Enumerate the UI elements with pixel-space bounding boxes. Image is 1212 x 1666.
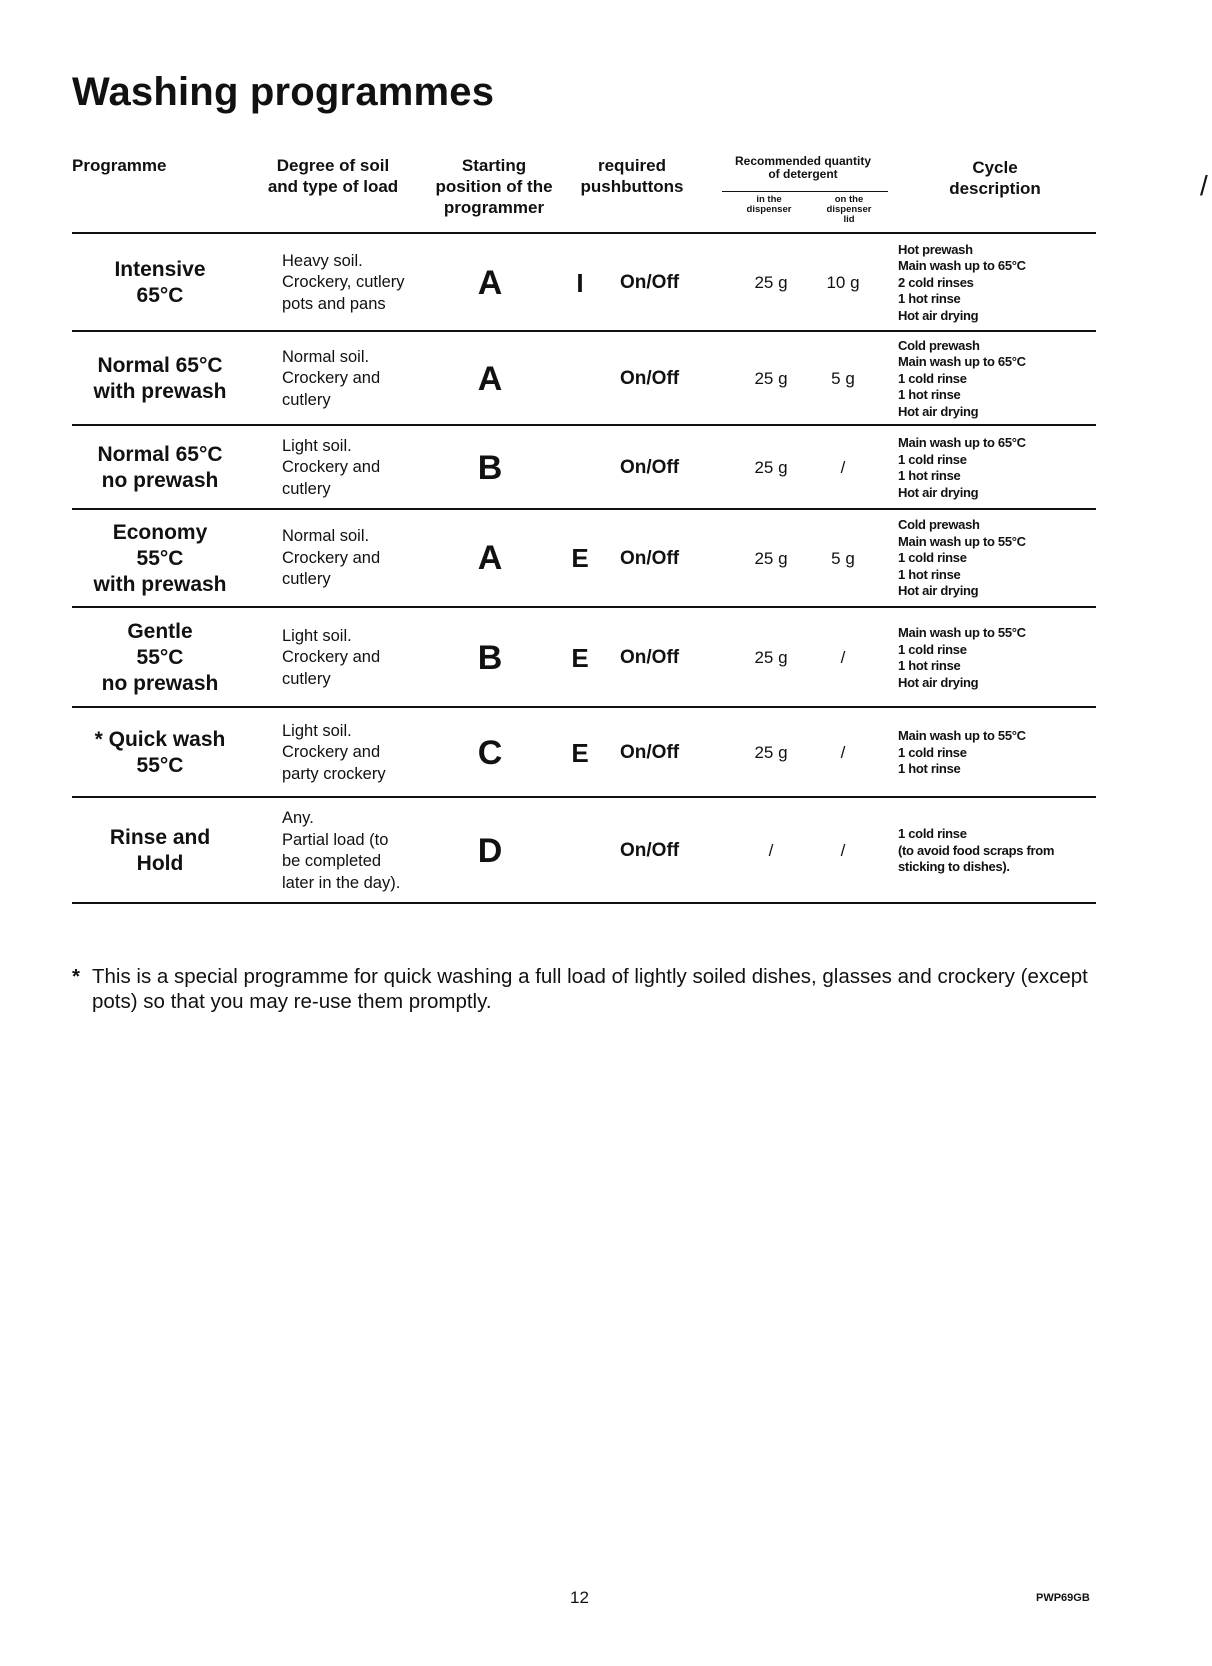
soil-description-line: Crockery and (282, 648, 381, 667)
header-programme (72, 155, 166, 176)
header-on-lid (816, 195, 882, 225)
cycle-description-line: 1 cold rinse (898, 370, 967, 386)
programme-name-line: Intensive (114, 258, 206, 281)
programme-name-line: Normal 65°C (97, 354, 223, 377)
programme-name-line: Hold (136, 852, 184, 875)
pushbutton (560, 334, 600, 424)
pushbutton: E (571, 737, 589, 768)
pushbutton (560, 428, 600, 508)
footnote-star: * (72, 965, 80, 988)
soil-description-line: party crockery (282, 764, 386, 783)
soil-description (282, 334, 432, 424)
header-starting-line2: position of the (435, 177, 553, 196)
header-required (572, 155, 692, 197)
footnote (72, 964, 1112, 1014)
onoff-button-label: On/Off (620, 547, 680, 569)
cycle-description-line: Main wash up to 55°C (898, 728, 1026, 744)
cycle-description-line: Hot prewash (898, 241, 973, 257)
programme-name-line: no prewash (101, 469, 219, 492)
header-required-line2: pushbuttons (580, 177, 684, 196)
header-cycle-line1: Cycle (972, 158, 1018, 177)
header-on-lid-line3: lid (843, 214, 855, 225)
programme-name (72, 710, 248, 796)
row-divider (72, 508, 1096, 510)
header-degree (258, 155, 408, 197)
soil-description-line: Crockery and (282, 548, 381, 567)
header-starting-line1: Starting (461, 156, 527, 175)
onoff-button-label: On/Off (620, 840, 680, 861)
cycle-description-line: 1 hot rinse (898, 658, 961, 673)
cycle-description (898, 710, 1098, 796)
soil-description (282, 710, 432, 796)
row-divider (72, 606, 1096, 608)
programmer-position: A (477, 263, 503, 302)
detergent-lid: / (840, 648, 846, 667)
programme-name (72, 610, 248, 706)
onoff-button-label: On/Off (620, 368, 680, 389)
cycle-description-line: Cold prewash (898, 337, 980, 353)
programme-name-line: with prewash (93, 380, 227, 403)
page-title: Washing programmes (72, 70, 495, 114)
pushbutton: I (576, 267, 584, 298)
cycle-description (898, 511, 1098, 606)
programme-name-line: 55°C (136, 546, 184, 570)
programmer-position: B (477, 448, 503, 487)
programme-name-line: 55°C (136, 754, 184, 777)
cycle-description-line: Hot air drying (898, 403, 979, 419)
detergent-lid: / (840, 458, 846, 477)
row-divider (72, 424, 1096, 426)
cycle-description-line: 1 cold rinse (898, 451, 967, 467)
header-on-lid-line2: dispenser (826, 204, 872, 215)
programme-name-line: no prewash (101, 672, 219, 695)
header-recommended-divider (722, 191, 888, 192)
cycle-description (898, 800, 1098, 902)
detergent-dispenser: 25 g (754, 369, 788, 388)
table-row (0, 710, 1212, 796)
soil-description-line: Crockery and (282, 743, 381, 762)
header-cycle (920, 157, 1070, 199)
cycle-description (898, 334, 1098, 424)
cycle-description-line: Hot air drying (898, 674, 979, 690)
header-required-line1: required (597, 156, 667, 175)
programme-name-line: 65°C (136, 284, 184, 307)
soil-description-line: Heavy soil. (282, 251, 363, 270)
programme-name-line: Gentle (127, 620, 193, 643)
table-row (0, 610, 1212, 706)
header-recommended-line2: of detergent (768, 167, 838, 181)
pushbutton (560, 800, 600, 902)
programmer-position: C (477, 733, 503, 772)
header-rule (72, 232, 1096, 234)
cycle-description-line: 1 cold rinse (898, 550, 967, 566)
soil-description-line: cutlery (282, 669, 331, 688)
cycle-description-line: Main wash up to 65°C (898, 354, 1026, 370)
programme-name (72, 511, 248, 606)
pushbutton: E (571, 642, 589, 673)
soil-description-line: pots and pans (282, 294, 386, 313)
cycle-description-line: 1 cold rinse (898, 826, 967, 842)
soil-description (282, 511, 432, 606)
header-programme-text: Programme (72, 156, 167, 175)
table-row (0, 511, 1212, 606)
table-row (0, 334, 1212, 424)
cycle-description-line: 1 hot rinse (898, 387, 961, 403)
soil-description-line: Crockery and (282, 458, 381, 477)
cycle-description-line: Main wash up to 55°C (898, 625, 1026, 640)
margin-mark: / (1200, 170, 1208, 201)
soil-description-line: Partial load (to (282, 830, 389, 849)
page-number: 12 (570, 1588, 589, 1607)
cycle-description-line: 1 hot rinse (898, 468, 961, 483)
soil-description-line: Crockery and (282, 369, 381, 388)
detergent-lid: / (840, 841, 846, 860)
soil-description-line: Any. (282, 809, 314, 827)
programmer-position: A (477, 359, 503, 398)
detergent-lid: / (840, 743, 846, 762)
programme-name-line: Rinse and (109, 826, 211, 849)
soil-description-line: be completed (282, 852, 382, 870)
cycle-description-line: 2 cold rinses (898, 274, 974, 290)
soil-description-line: Light soil. (282, 721, 352, 740)
cycle-description (898, 610, 1098, 706)
soil-description-line: cutlery (282, 479, 331, 498)
cycle-description-line: Hot air drying (898, 583, 979, 599)
cycle-description-line: sticking to dishes). (898, 859, 1010, 875)
programme-name (72, 800, 248, 902)
header-degree-line1: Degree of soil (276, 156, 390, 175)
cycle-description-line: Main wash up to 65°C (898, 435, 1026, 450)
cycle-description (898, 428, 1098, 508)
row-divider (72, 796, 1096, 798)
soil-description-line: Normal soil. (282, 347, 370, 366)
soil-description-line: cutlery (282, 390, 331, 409)
table-row (0, 236, 1212, 330)
header-recommended (718, 155, 888, 181)
soil-description (282, 610, 432, 706)
soil-description-line: Light soil. (282, 436, 352, 455)
footnote-text: This is a special programme for quick washing a full load of lightly soiled dishes, glasses and crockery (except pots) so that you may re-use them promptly. (92, 965, 1088, 1013)
soil-description-line: Normal soil. (282, 527, 370, 546)
onoff-button-label: On/Off (620, 272, 680, 293)
header-recommended-line1: Recommended quantity (734, 154, 872, 168)
detergent-dispenser: / (768, 841, 774, 860)
soil-description-line: Light soil. (282, 626, 352, 645)
detergent-dispenser: 25 g (754, 743, 788, 762)
header-on-lid-line1: on the (834, 194, 864, 205)
cycle-description-line: (to avoid food scraps from (898, 842, 1055, 858)
programme-name (72, 236, 248, 330)
cycle-description-line: Main wash up to 65°C (898, 258, 1026, 274)
header-in-dispenser-line2: dispenser (746, 204, 792, 215)
soil-description (282, 428, 432, 508)
cycle-description-line: 1 hot rinse (898, 291, 961, 307)
row-divider (72, 706, 1096, 708)
programme-name-line: * Quick wash (94, 728, 226, 751)
detergent-lid: 5 g (831, 369, 855, 388)
soil-description-line: Crockery, cutlery (282, 273, 405, 292)
programmer-position: D (477, 831, 503, 870)
cycle-description-line: Cold prewash (898, 517, 980, 533)
row-divider (72, 902, 1096, 904)
detergent-dispenser: 25 g (754, 648, 788, 667)
onoff-button-label: On/Off (620, 457, 680, 478)
table-row (0, 800, 1212, 902)
cycle-description-line: Hot air drying (898, 484, 979, 500)
cycle-description (898, 236, 1098, 330)
programme-name (72, 428, 248, 508)
onoff-button-label: On/Off (620, 742, 680, 763)
detergent-dispenser: 25 g (754, 273, 788, 292)
soil-description-line: later in the day). (282, 873, 401, 892)
soil-description (282, 236, 432, 330)
detergent-lid: 5 g (831, 548, 855, 568)
programme-name-line: Economy (112, 520, 208, 544)
header-starting (424, 155, 564, 218)
cycle-description-line: Hot air drying (898, 307, 979, 323)
programme-name-line: with prewash (93, 572, 227, 596)
programmer-position: A (477, 539, 503, 577)
header-in-dispenser (736, 195, 802, 215)
header-cycle-line2: description (949, 179, 1041, 198)
row-divider (72, 330, 1096, 332)
header-degree-line2: and type of load (267, 177, 399, 196)
detergent-dispenser: 25 g (754, 458, 788, 477)
programme-name-line: Normal 65°C (97, 443, 223, 466)
soil-description-line: cutlery (282, 570, 331, 589)
cycle-description-line: 1 hot rinse (898, 566, 961, 582)
cycle-description-line: 1 hot rinse (898, 761, 961, 777)
cycle-description-line: 1 cold rinse (898, 744, 967, 760)
cycle-description-line: 1 cold rinse (898, 641, 967, 657)
programmer-position: B (477, 638, 503, 677)
document-code: PWP69GB (1036, 1592, 1090, 1604)
pushbutton: E (571, 543, 589, 573)
programme-name (72, 334, 248, 424)
detergent-lid: 10 g (826, 273, 860, 292)
soil-description (282, 800, 432, 902)
header-starting-line3: programmer (443, 198, 545, 217)
onoff-button-label: On/Off (620, 647, 680, 668)
programme-name-line: 55°C (136, 646, 184, 669)
header-in-dispenser-line1: in the (756, 194, 782, 205)
table-row (0, 428, 1212, 508)
cycle-description-line: Main wash up to 55°C (898, 533, 1026, 549)
detergent-dispenser: 25 g (754, 548, 788, 568)
